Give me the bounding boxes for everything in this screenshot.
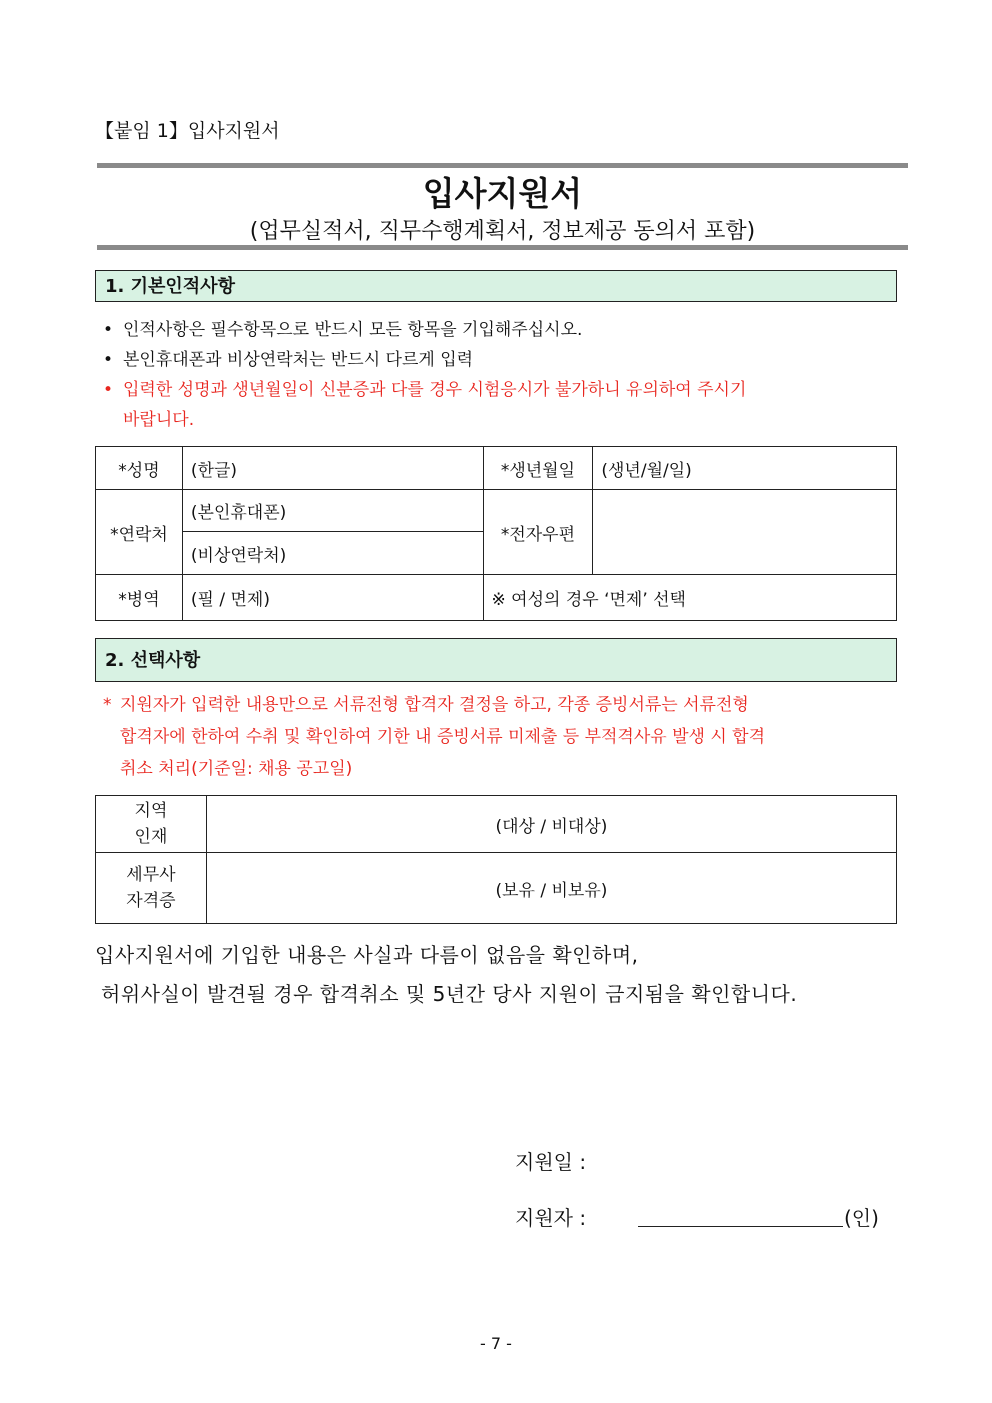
table-row [96, 575, 897, 621]
signature-line[interactable] [638, 1226, 843, 1227]
instruction-id-warning [103, 375, 883, 435]
email-label: *전자우편 [483, 490, 593, 575]
birth-label: *생년월일 [483, 447, 593, 490]
instruction-required-fields: • 인적사항은 필수항목으로 반드시 모든 항목을 기입해주십시오. [103, 315, 883, 345]
title-bottom-rule [97, 245, 908, 250]
document-subtitle: (업무실적서, 직무수행계획서, 정보제공 동의서 포함) [249, 219, 756, 244]
section1-instructions [103, 315, 883, 435]
section2-heading: 2. 선택사항 [95, 638, 897, 682]
table-row [96, 447, 897, 490]
mobile-field[interactable]: (본인휴대폰) [182, 490, 483, 532]
military-label: *병역 [96, 575, 183, 621]
page-number: - 7 - [480, 1334, 512, 1353]
applicant-label: 지원자 : [515, 1206, 587, 1230]
section1-heading: 1. 기본인적사항 [95, 270, 897, 302]
email-field[interactable] [593, 490, 897, 575]
label-line: 지역 [134, 801, 168, 821]
tax-accountant-label [96, 853, 207, 924]
basic-info-table [95, 446, 897, 621]
table-row [96, 796, 897, 853]
label-line: 자격증 [126, 891, 176, 911]
warning-line2: 바랍니다. [123, 410, 195, 430]
attachment-label: 【붙임 1】입사지원서 [95, 120, 280, 142]
emergency-contact-field[interactable]: (비상연락처) [182, 532, 483, 575]
label-line: 세무사 [126, 865, 176, 885]
note-line1: 지원자가 입력한 내용만으로 서류전형 합격자 결정을 하고, 각종 증빙서류는 서류전형 [120, 695, 749, 715]
note-line2: 합격자에 한하여 수취 및 확인하여 기한 내 증빙서류 미제출 등 부적격사유 발생 시 합격 [120, 727, 766, 747]
table-row [96, 490, 897, 532]
section2-note [103, 689, 863, 785]
optional-info-table [95, 795, 897, 924]
note-line3: 취소 처리(기준일: 채용 공고일) [120, 759, 353, 779]
apply-date-label: 지원일 : [515, 1150, 587, 1174]
instruction-contact-different: • 본인휴대폰과 비상연락처는 반드시 다르게 입력 [103, 345, 883, 375]
tax-accountant-field[interactable]: (보유 / 비보유) [206, 853, 896, 924]
birth-field[interactable]: (생년/월/일) [593, 447, 897, 490]
label-line: 인재 [134, 827, 168, 847]
declaration-line1: 입사지원서에 기입한 내용은 사실과 다름이 없음을 확인하며, [95, 943, 639, 967]
regional-talent-field[interactable]: (대상 / 비대상) [206, 796, 896, 853]
regional-talent-label [96, 796, 207, 853]
table-row [96, 853, 897, 924]
name-field[interactable]: (한글) [182, 447, 483, 490]
note-mark: * [103, 695, 112, 715]
seal-label: (인) [844, 1206, 879, 1230]
military-field[interactable]: (필 / 면제) [182, 575, 483, 621]
name-label: *성명 [96, 447, 183, 490]
contact-label: *연락처 [96, 490, 183, 575]
document-title: 입사지원서 [422, 174, 583, 213]
military-note: ※ 여성의 경우 ‘면제’ 선택 [483, 575, 897, 621]
declaration-line2: 허위사실이 발견될 경우 합격취소 및 5년간 당사 지원이 금지됨을 확인합니다. [101, 982, 798, 1006]
warning-line1: 입력한 성명과 생년월일이 신분증과 다를 경우 시험응시가 불가하니 유의하여 주시기 [123, 380, 747, 400]
